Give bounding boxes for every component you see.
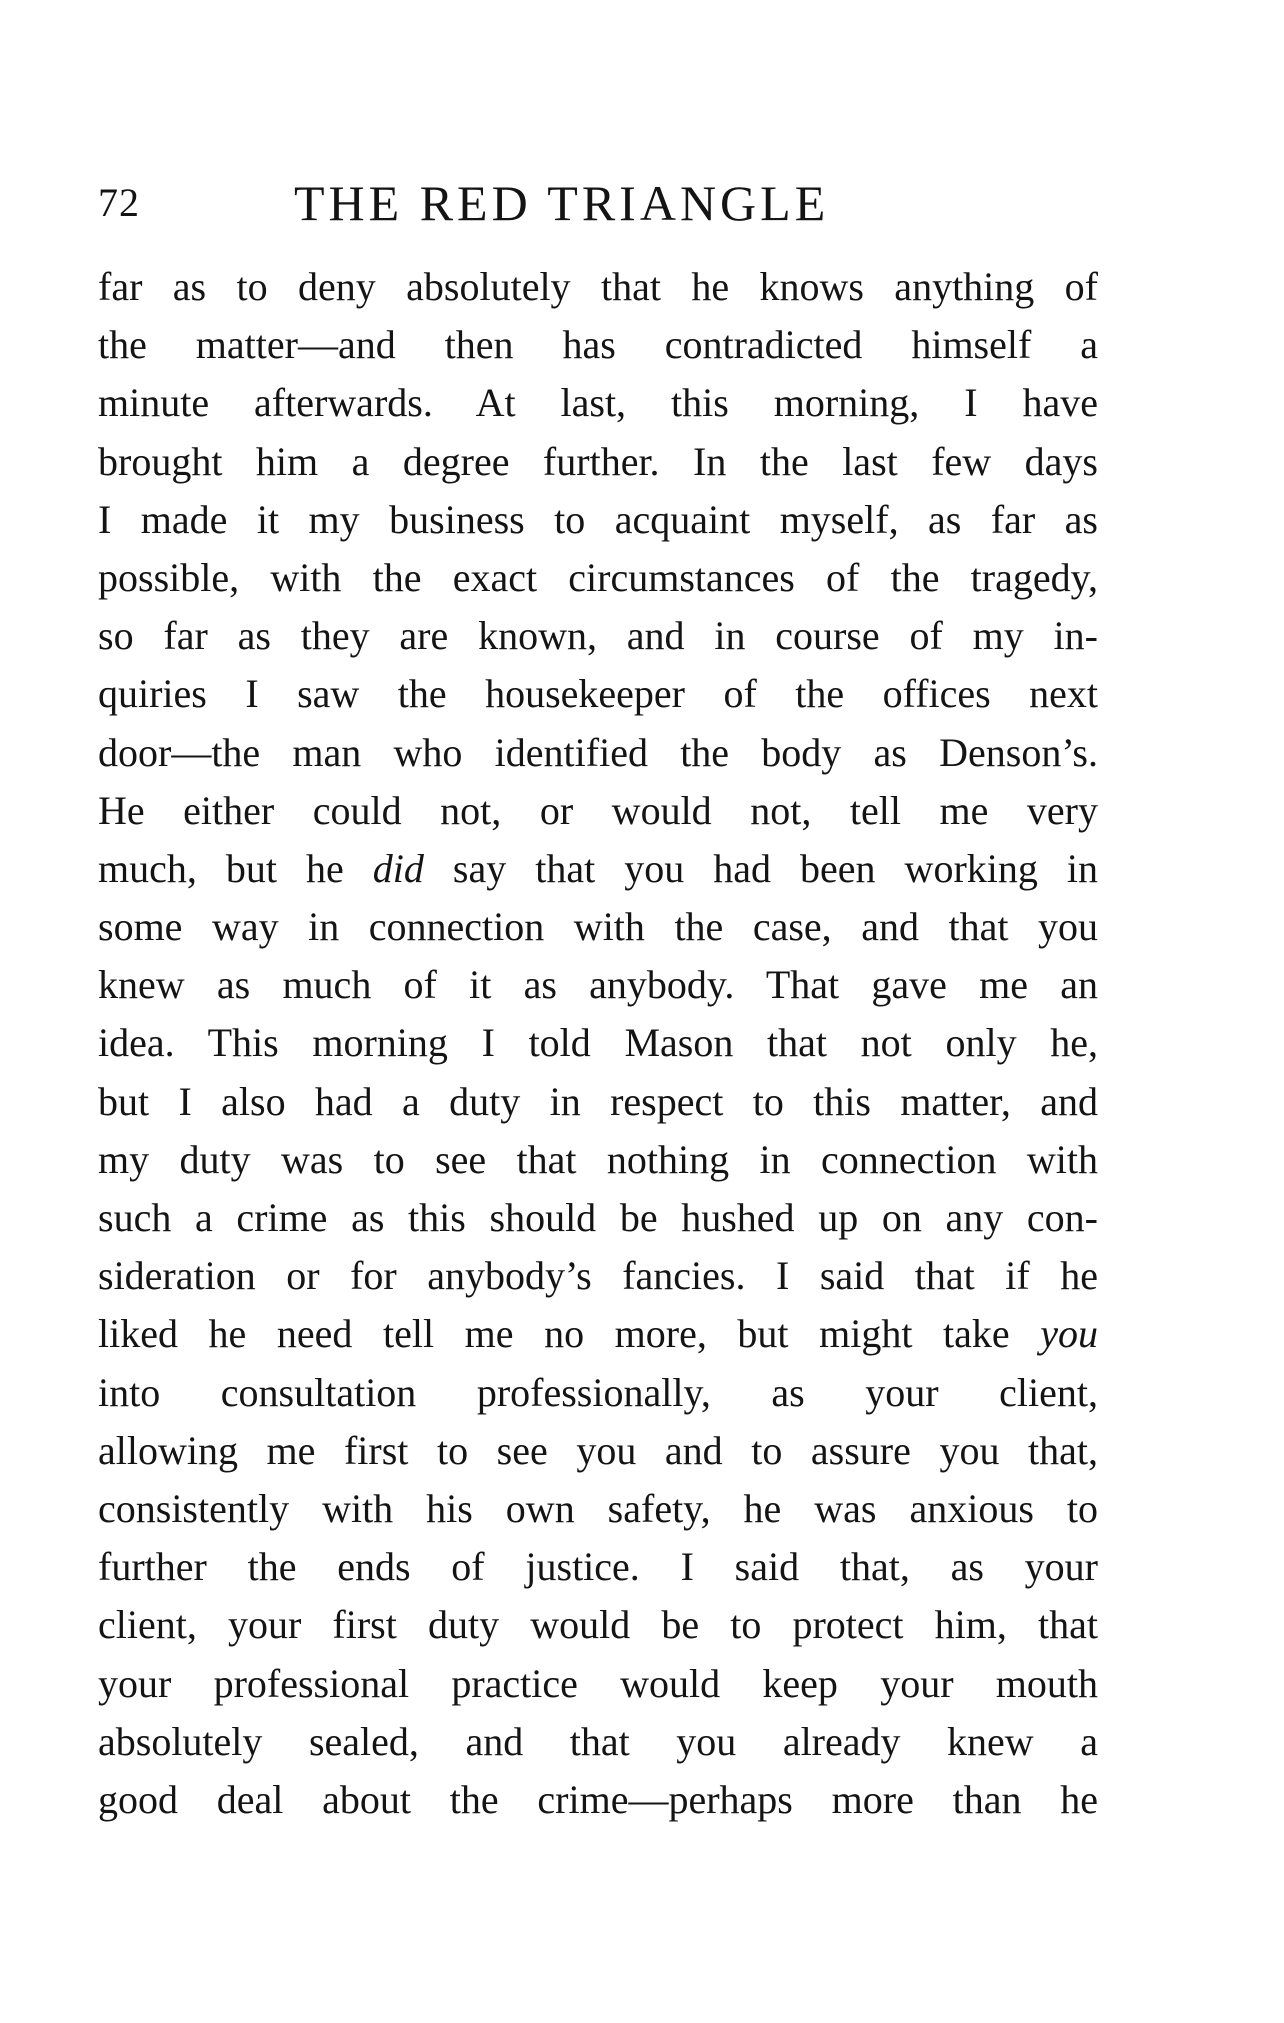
body-text xyxy=(98,258,1098,1829)
text-line: consistently with his own safety, he was anxious to xyxy=(98,1485,1098,1531)
running-title: THE RED TRIANGLE xyxy=(294,175,830,231)
text-line: into consultation professionally, as your client, xyxy=(98,1369,1098,1415)
text-line: brought him a degree further. In the last few days xyxy=(98,438,1098,484)
italic-emphasis: did xyxy=(372,845,424,891)
text-line: but I also had a duty in respect to this matter, and xyxy=(98,1078,1098,1124)
text-line: my duty was to see that nothing in connection with xyxy=(98,1136,1098,1182)
text-line: idea. This morning I told Mason that not only he, xyxy=(98,1020,1098,1066)
text-line: absolutely sealed, and that you already knew a xyxy=(98,1718,1098,1764)
text-line: sideration or for anybody’s fancies. I said that if he xyxy=(98,1253,1098,1299)
text-line: client, your first duty would be to protect him, that xyxy=(98,1602,1098,1648)
text-line: such a crime as this should be hushed up on any con- xyxy=(98,1195,1098,1240)
page-number: 72 xyxy=(98,180,140,225)
text-line: possible, with the exact circumstances of the tragedy, xyxy=(98,554,1098,600)
text-line: He either could not, or would not, tell me very xyxy=(98,787,1098,833)
page-header xyxy=(98,168,1098,238)
text-line: much, but he did say that you had been working in xyxy=(98,845,1099,891)
text-line: far as to deny absolutely that he knows anything of xyxy=(98,264,1098,309)
text-line: I made it my business to acquaint myself, as far as xyxy=(98,496,1098,542)
text-line: good deal about the crime—perhaps more than he xyxy=(98,1776,1098,1822)
text-line: knew as much of it as anybody. That gave me an xyxy=(98,962,1098,1008)
text-line: allowing me first to see you and to assure you that, xyxy=(98,1427,1098,1473)
text-line: quiries I saw the housekeeper of the offices next xyxy=(98,671,1098,717)
text-line: door—the man who identified the body as Denson’s. xyxy=(98,729,1098,775)
text-line: minute afterwards. At last, this morning, I have xyxy=(98,380,1098,426)
italic-emphasis: you xyxy=(1040,1311,1098,1357)
text-line: liked he need tell me no more, but might take you xyxy=(98,1311,1098,1357)
text-line: your professional practice would keep your mouth xyxy=(98,1660,1098,1706)
text-line: the matter—and then has contradicted himself a xyxy=(98,322,1098,368)
text-line: further the ends of justice. I said that, as your xyxy=(98,1544,1098,1590)
text-line: some way in connection with the case, and that you xyxy=(98,904,1098,950)
text-line: so far as they are known, and in course of my in- xyxy=(98,613,1098,659)
